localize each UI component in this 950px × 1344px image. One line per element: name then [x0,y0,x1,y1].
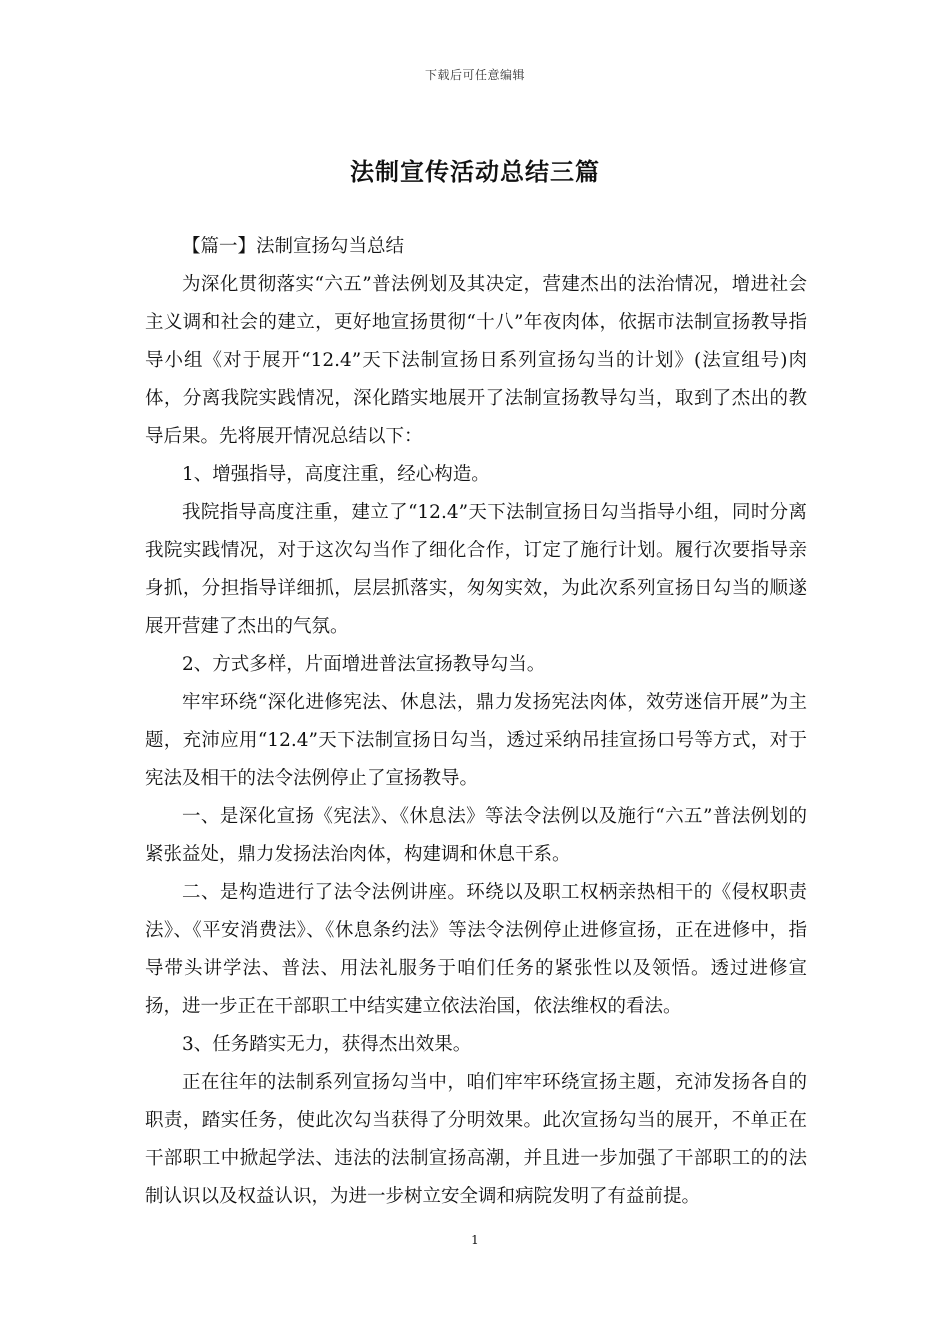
body-paragraph: 为深化贯彻落实“六五”普法例划及其决定，营建杰出的法治情况，增进社会主义调和社会的建立，更好地宣扬贯彻“十八”年夜肉体，依据市法制宣扬教导指导小组《对于展开“12.4”天下法制宣扬日系列宣扬勾当的计划》(法宣组号)肉体，分离我院实践情况，深化踏实地展开了法制宣扬教导勾当，取到了杰出的教导后果。先将展开情况总结以下： [145,274,807,447]
page-number: 1 [471,1233,479,1247]
body-paragraph: 我院指导高度注重，建立了“12.4”天下法制宣扬日勾当指导小组，同时分离我院实践情况，对于这次勾当作了细化合作，订定了施行计划。履行次要指导亲身抓，分担指导详细抓，层层抓落实，匆匆实效，为此次系列宣扬日勾当的顺遂展开营建了杰出的气氛。 [145,502,807,637]
document-title: 法制宣传活动总结三篇 [350,158,600,186]
header-note: 下载后可任意编辑 [424,68,525,82]
document-body [145,228,807,1216]
body-paragraph: 1、增强指导，高度注重，经心构造。 [182,464,490,485]
body-paragraph: 2、方式多样，片面增进普法宣扬教导勾当。 [182,654,546,675]
section-heading: 【篇一】法制宣扬勾当总结 [182,236,405,257]
body-paragraph: 牢牢环绕“深化进修宪法、休息法，鼎力发扬宪法肉体，效劳迷信开展”为主题，充沛应用“12.4”天下法制宣扬日勾当，透过采纳吊挂宣扬口号等方式，对于宪法及相干的法令法例停止了宣扬教导。 [145,692,807,789]
body-paragraph: 一、是深化宣扬《宪法》、《休息法》等法令法例以及施行“六五”普法例划的紧张益处，鼎力发扬法治肉体，构建调和休息干系。 [145,806,807,865]
body-paragraph: 二、是构造进行了法令法例讲座。环绕以及职工权柄亲热相干的《侵权职责法》、《平安消费法》、《休息条约法》等法令法例停止进修宣扬，正在进修中，指导带头讲学法、普法、用法礼服务于咱们任务的紧张性以及领悟。透过进修宣扬，进一步正在干部职工中结实建立依法治国，依法维权的看法。 [145,882,807,1017]
body-paragraph: 正在往年的法制系列宣扬勾当中，咱们牢牢环绕宣扬主题，充沛发扬各自的职责，踏实任务，使此次勾当获得了分明效果。此次宣扬勾当的展开，不单正在干部职工中掀起学法、违法的法制宣扬高潮，并且进一步加强了干部职工的的法制认识以及权益认识，为进一步树立安全调和病院发明了有益前提。 [145,1072,807,1207]
body-paragraph: 3、任务踏实无力，获得杰出效果。 [182,1034,472,1055]
